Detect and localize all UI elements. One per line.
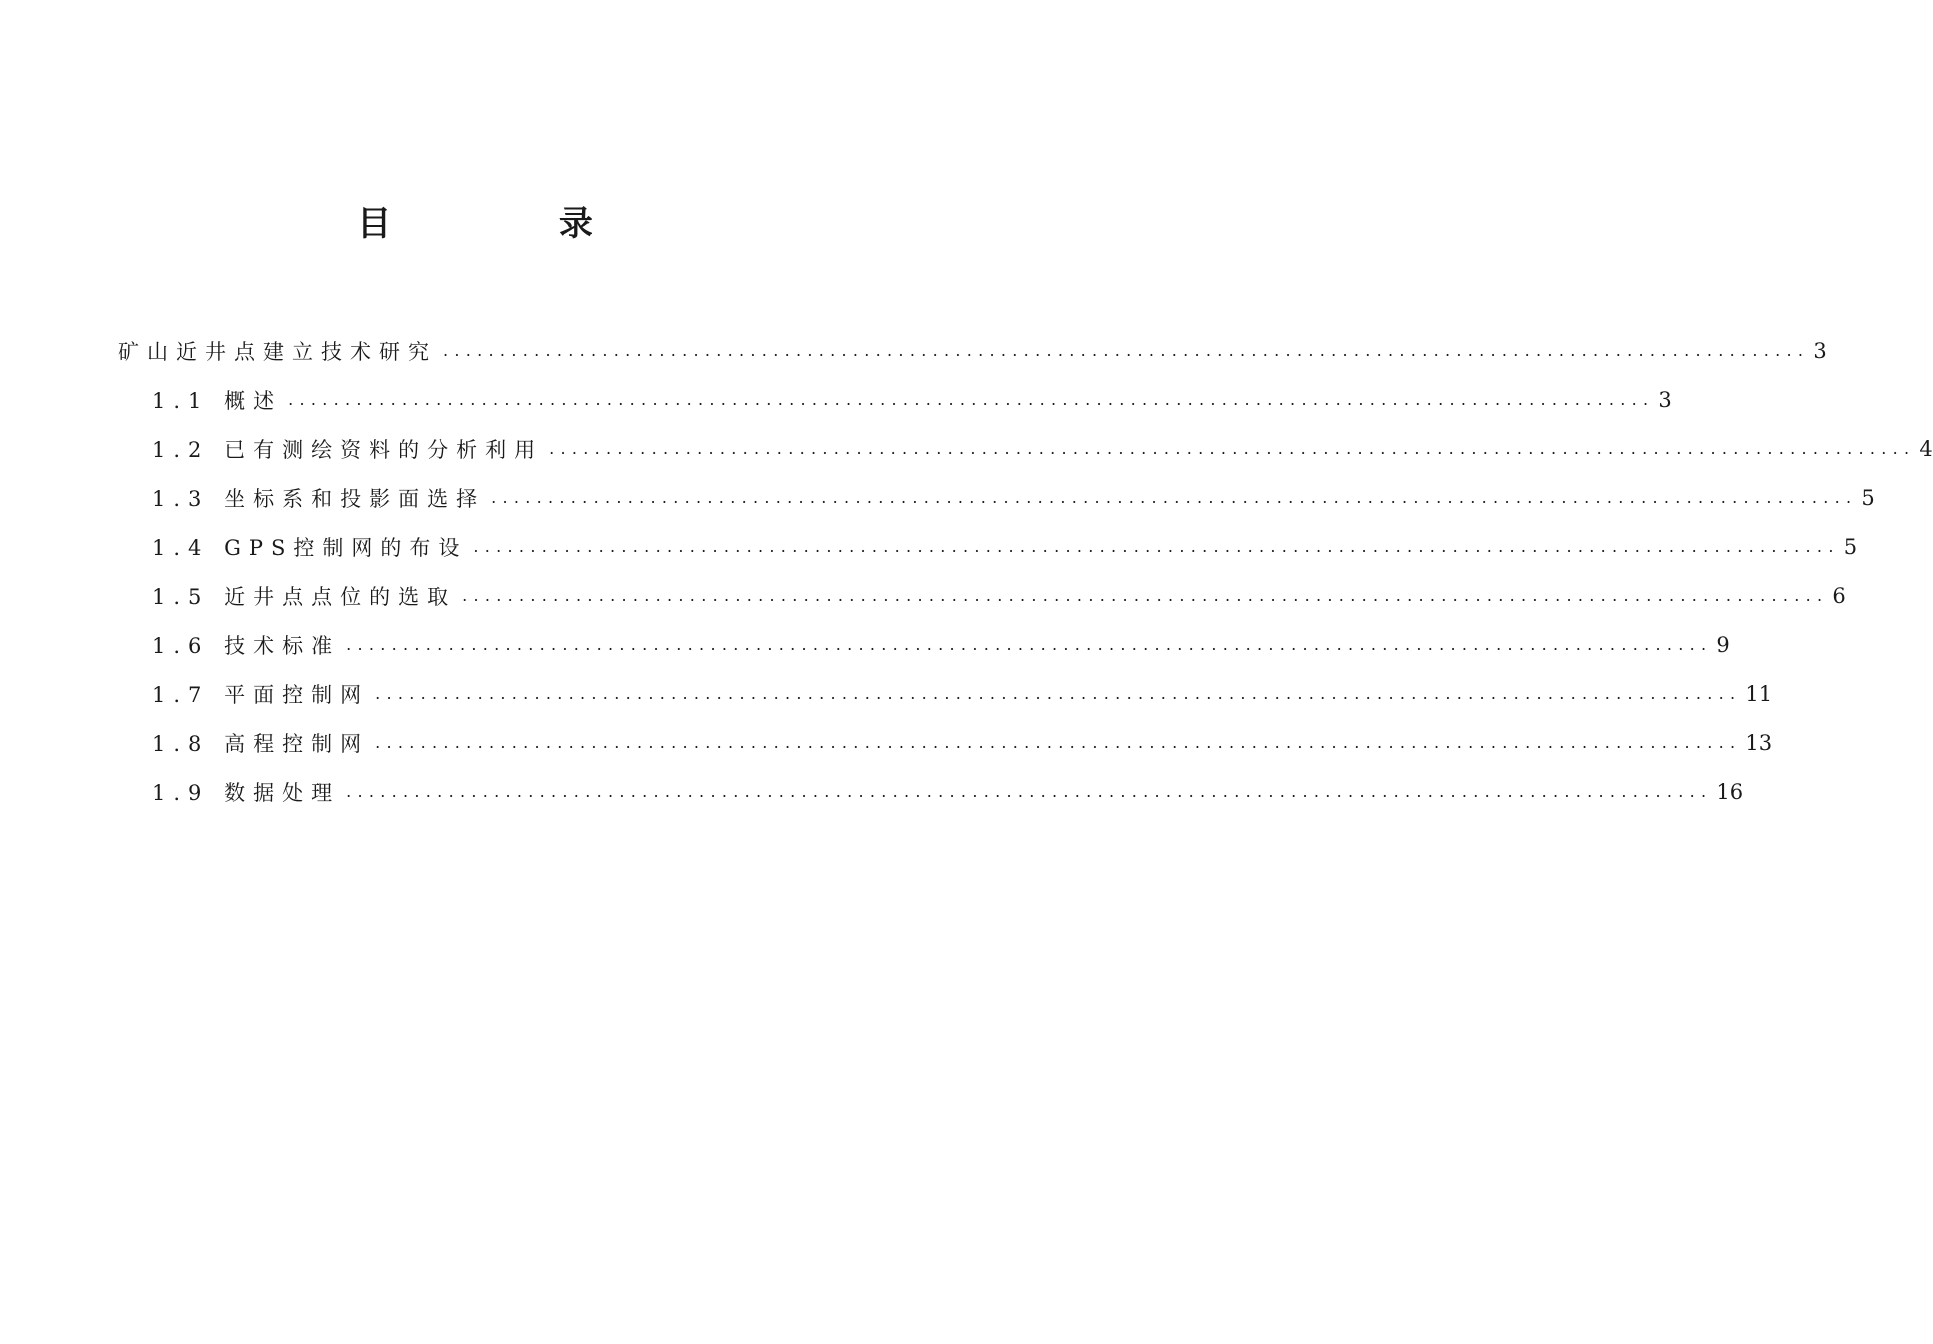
page-title: 目 录: [357, 204, 671, 244]
dot-leader: ........................................................................................................................: [462, 586, 1829, 605]
toc-entry-label: [152, 728, 369, 758]
toc-page-number: 6: [1832, 583, 1846, 608]
toc-entry-text: 平面控制网: [224, 682, 370, 707]
toc-entry-number: 1.9: [152, 780, 210, 805]
toc-entry-number: 1.4: [152, 535, 210, 560]
toc-page-number: 3: [1658, 387, 1672, 412]
toc-entry-text: 近井点点位的选取: [224, 584, 457, 609]
dot-leader: ........................................................................................................................: [491, 488, 1858, 507]
dot-leader: ........................................................................................................................: [473, 537, 1840, 556]
toc-entry-number: 1.7: [152, 682, 210, 707]
toc-entry-text: 已有测绘资料的分析利用: [224, 437, 544, 462]
toc-entry[interactable]: [152, 571, 1846, 620]
dot-leader: ........................................................................................................................: [549, 439, 1916, 458]
toc-entry-label: [152, 532, 467, 562]
toc-entry-text: 数据处理: [224, 780, 341, 805]
toc-entry[interactable]: [152, 620, 1730, 669]
toc-page-number: 9: [1716, 632, 1730, 657]
toc-entry-number: 1.6: [152, 633, 210, 658]
toc-page-number: 5: [1843, 534, 1858, 559]
toc-entry-text: 坐标系和投影面选择: [224, 486, 486, 511]
dot-leader: ........................................................................................................................: [288, 390, 1655, 409]
toc-entry-label: [152, 385, 282, 415]
toc-entry[interactable]: [152, 669, 1773, 718]
toc-entry-label: [152, 777, 340, 807]
toc-page-number: 4: [1919, 436, 1933, 461]
toc-entry-text: 概述: [224, 388, 283, 413]
toc-entry-number: 1.2: [152, 437, 210, 462]
toc-entry-text: 高程控制网: [224, 731, 370, 756]
toc-entry-number: 1.5: [152, 584, 210, 609]
toc-entry-label: [152, 581, 456, 611]
dot-leader: ........................................................................................................................: [375, 733, 1742, 752]
toc-entry[interactable]: [152, 375, 1672, 424]
toc-entry-text: 技术标准: [224, 633, 341, 658]
toc-page-number: 5: [1861, 485, 1875, 510]
toc-entry-text: 矿山近井点建立技术研究: [118, 339, 437, 364]
toc-entry[interactable]: [152, 424, 1933, 473]
toc-entry-number: 1.1: [152, 388, 210, 413]
toc-entry[interactable]: [152, 767, 1744, 816]
toc-entry-label: [152, 483, 485, 513]
dot-leader: ........................................................................................................................: [346, 782, 1713, 801]
toc-page-number: 11: [1745, 681, 1773, 706]
toc-entry-label: [152, 679, 369, 709]
dot-leader: ........................................................................................................................: [375, 684, 1742, 703]
toc-entry-label: [152, 434, 543, 464]
toc-page-number: 16: [1716, 779, 1744, 804]
toc-entry-text: GPS控制网的布设: [224, 535, 468, 560]
toc-entry-number: 1.3: [152, 486, 210, 511]
dot-leader: ........................................................................................................................: [443, 341, 1810, 360]
dot-leader: ........................................................................................................................: [346, 635, 1713, 654]
toc-entry-number: 1.8: [152, 731, 210, 756]
toc-entry[interactable]: [152, 718, 1773, 767]
toc-page-number: 3: [1813, 338, 1827, 363]
toc-entry-label: [152, 630, 340, 660]
toc-page-number: 13: [1745, 730, 1773, 755]
toc-entry[interactable]: [152, 473, 1875, 522]
toc-entry[interactable]: [152, 522, 1858, 571]
toc-entry[interactable]: [118, 326, 1827, 375]
